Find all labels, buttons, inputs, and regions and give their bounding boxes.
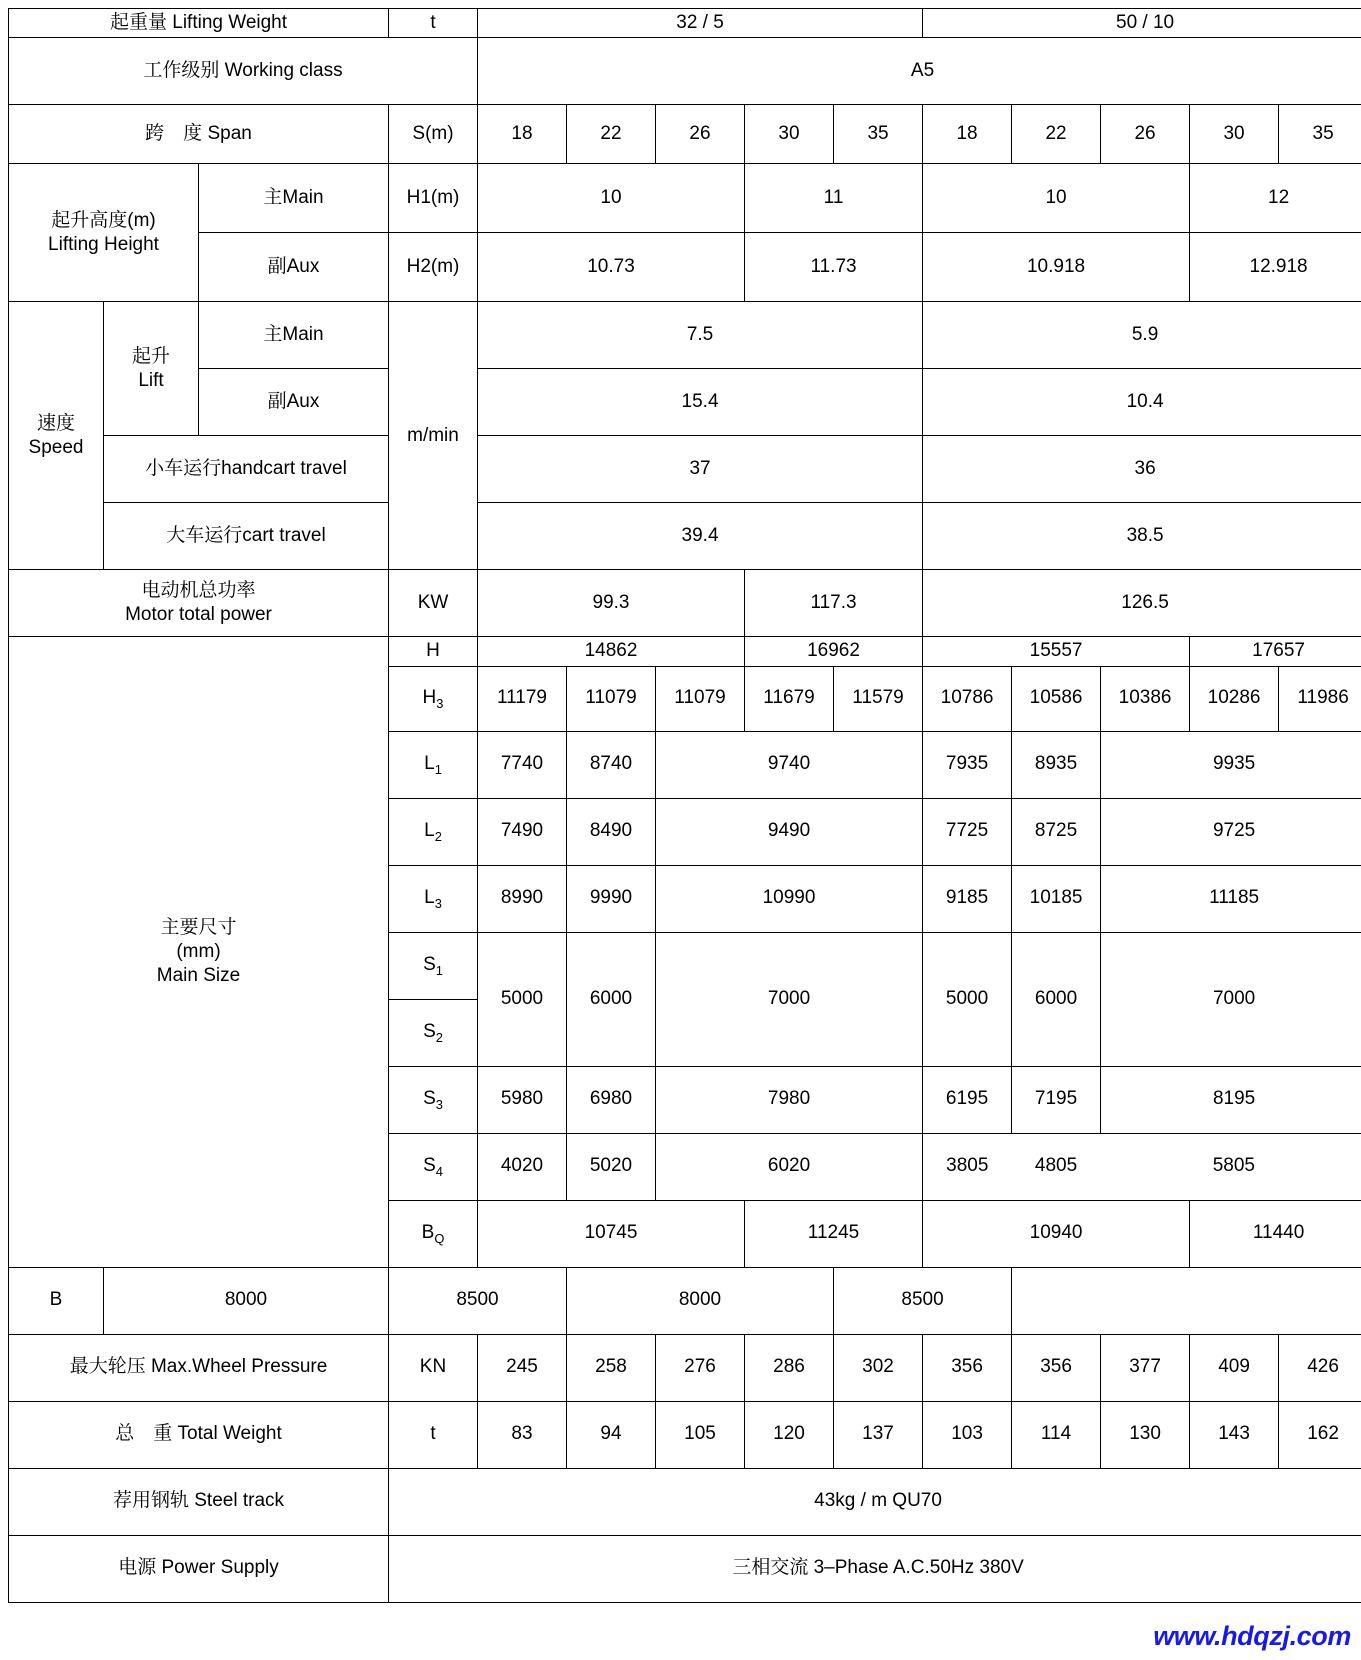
h2-value-3: 10.918 (923, 233, 1190, 302)
speed-handcart-value-1: 37 (478, 436, 923, 503)
h-value-2: 16962 (745, 637, 923, 666)
s3-value-4: 6195 (923, 1066, 1012, 1133)
symbol-b: B (9, 1267, 104, 1334)
main-size-label (9, 637, 389, 1267)
bq-value-3: 10940 (923, 1200, 1190, 1267)
row-total-weight (9, 1401, 1361, 1468)
l3-value-6: 11185 (1101, 865, 1361, 932)
symbol-s2 (389, 999, 478, 1066)
row-lifting-weight (9, 9, 1361, 38)
h-value-3: 15557 (923, 637, 1190, 666)
speed-cart-value-2: 38.5 (923, 503, 1361, 570)
wheel-pressure-value-6: 356 (923, 1334, 1012, 1401)
row-speed-handcart (9, 436, 1361, 503)
span-unit: S(m) (389, 105, 478, 164)
s12-value-5: 6000 (1012, 932, 1101, 1066)
l2-value-5: 8725 (1012, 798, 1101, 865)
span-value-1: 18 (478, 105, 567, 164)
l2-value-2: 8490 (567, 798, 656, 865)
l1-value-4: 7935 (923, 731, 1012, 798)
l1-value-1: 7740 (478, 731, 567, 798)
s4-value-6: 5805 (1101, 1133, 1361, 1200)
symbol-l1 (389, 731, 478, 798)
lifting-height-label (9, 164, 199, 302)
total-weight-value-1: 83 (478, 1401, 567, 1468)
l3-value-5: 10185 (1012, 865, 1101, 932)
motor-power-label (9, 570, 389, 637)
h2-value-4: 12.918 (1190, 233, 1361, 302)
lifting-weight-value-2: 50 / 10 (923, 9, 1361, 38)
wheel-pressure-value-1: 245 (478, 1334, 567, 1401)
s3-value-1: 5980 (478, 1066, 567, 1133)
l3-value-4: 9185 (923, 865, 1012, 932)
symbol-l2-base: L (424, 820, 435, 842)
symbol-bq-sub: Q (434, 1231, 445, 1247)
symbol-bq-base: B (421, 1222, 435, 1244)
steel-track-label: 荐用钢轨 Steel track (9, 1468, 389, 1535)
speed-cart-value-1: 39.4 (478, 503, 923, 570)
speed-lift-label-en: Lift (138, 369, 164, 391)
h3-value-5: 11579 (834, 666, 923, 731)
speed-label-cn: 速度 (36, 412, 75, 434)
span-value-5: 35 (834, 105, 923, 164)
l2-value-3: 9490 (656, 798, 923, 865)
symbol-s1-sub: 1 (435, 963, 443, 979)
h1-value-3: 10 (923, 164, 1190, 233)
symbol-h3-base: H (422, 687, 437, 709)
symbol-s4-base: S (423, 1155, 436, 1177)
main-size-label-cn: 主要尺寸 (160, 916, 237, 938)
row-speed-cart (9, 503, 1361, 570)
symbol-l3 (389, 865, 478, 932)
speed-cart-label: 大车运行cart travel (104, 503, 389, 570)
bq-value-4: 11440 (1190, 1200, 1361, 1267)
total-weight-value-3: 105 (656, 1401, 745, 1468)
working-class-value: A5 (478, 38, 1361, 105)
span-value-7: 22 (1012, 105, 1101, 164)
lifting-weight-unit: t (389, 9, 478, 38)
row-main-size-h (9, 637, 1361, 666)
h3-value-10: 11986 (1279, 666, 1361, 731)
speed-aux-label: 副Aux (199, 369, 389, 436)
s12-value-4: 5000 (923, 932, 1012, 1066)
wheel-pressure-value-3: 276 (656, 1334, 745, 1401)
s3-value-2: 6980 (567, 1066, 656, 1133)
symbol-s2-sub: 2 (435, 1030, 443, 1046)
motor-power-value-3: 126.5 (923, 570, 1361, 637)
symbol-l1-sub: 1 (434, 762, 442, 778)
symbol-l3-sub: 3 (434, 896, 442, 912)
row-working-class (9, 38, 1361, 105)
total-weight-value-8: 130 (1101, 1401, 1190, 1468)
motor-power-value-1: 99.3 (478, 570, 745, 637)
b-value-3: 8000 (567, 1267, 834, 1334)
speed-lift-label-cn: 起升 (131, 345, 170, 367)
total-weight-value-2: 94 (567, 1401, 656, 1468)
lifting-height-label-cn: 起升高度(m) (51, 209, 156, 231)
lifting-height-label-en: Lifting Height (48, 233, 159, 255)
speed-main-label: 主Main (199, 302, 389, 369)
symbol-s1-base: S (423, 954, 436, 976)
l1-value-2: 8740 (567, 731, 656, 798)
total-weight-value-7: 114 (1012, 1401, 1101, 1468)
s3-value-6: 8195 (1101, 1066, 1361, 1133)
symbol-bq (389, 1200, 478, 1267)
span-value-2: 22 (567, 105, 656, 164)
symbol-h: H (389, 637, 478, 666)
symbol-s4-sub: 4 (435, 1164, 443, 1180)
span-value-8: 26 (1101, 105, 1190, 164)
bq-value-2: 11245 (745, 1200, 923, 1267)
l1-value-6: 9935 (1101, 731, 1361, 798)
total-weight-label: 总 重 Total Weight (9, 1401, 389, 1468)
symbol-s2-base: S (423, 1021, 436, 1043)
symbol-h3 (389, 666, 478, 731)
symbol-l1-base: L (424, 753, 435, 775)
row-speed-lift-aux (9, 369, 1361, 436)
s4-value-2: 5020 (567, 1133, 656, 1200)
speed-label (9, 302, 104, 570)
crane-specification-table (8, 8, 1361, 1603)
speed-label-en: Speed (28, 436, 84, 458)
lifting-height-h1-unit: H1(m) (389, 164, 478, 233)
h-value-4: 17657 (1190, 637, 1361, 666)
h3-value-8: 10386 (1101, 666, 1190, 731)
lifting-weight-label: 起重量 Lifting Weight (9, 9, 389, 38)
l3-value-2: 9990 (567, 865, 656, 932)
s4-value-3: 6020 (656, 1133, 923, 1200)
span-value-6: 18 (923, 105, 1012, 164)
row-span (9, 105, 1361, 164)
total-weight-value-6: 103 (923, 1401, 1012, 1468)
h3-value-9: 10286 (1190, 666, 1279, 731)
speed-aux-value-2: 10.4 (923, 369, 1361, 436)
l2-value-6: 9725 (1101, 798, 1361, 865)
s3-value-5: 7195 (1012, 1066, 1101, 1133)
h3-value-3: 11079 (656, 666, 745, 731)
row-lifting-height-aux (9, 233, 1361, 302)
wheel-pressure-label: 最大轮压 Max.Wheel Pressure (9, 1334, 389, 1401)
span-label: 跨 度 Span (9, 105, 389, 164)
s4-value-5: 4805 (1012, 1133, 1101, 1200)
h2-value-1: 10.73 (478, 233, 745, 302)
speed-main-value-1: 7.5 (478, 302, 923, 369)
s4-value-4: 3805 (923, 1133, 1012, 1200)
wheel-pressure-value-4: 286 (745, 1334, 834, 1401)
span-value-3: 26 (656, 105, 745, 164)
power-supply-value: 三相交流 3–Phase A.C.50Hz 380V (389, 1535, 1361, 1602)
s3-value-3: 7980 (656, 1066, 923, 1133)
speed-lift-label (104, 302, 199, 436)
symbol-l3-base: L (424, 887, 435, 909)
l2-value-1: 7490 (478, 798, 567, 865)
website-watermark: www.hdqzj.com (1153, 1621, 1351, 1651)
h3-value-6: 10786 (923, 666, 1012, 731)
lifting-weight-value-1: 32 / 5 (478, 9, 923, 38)
h3-value-4: 11679 (745, 666, 834, 731)
steel-track-value: 43kg / m QU70 (389, 1468, 1361, 1535)
symbol-h3-sub: 3 (436, 696, 444, 712)
l2-value-4: 7725 (923, 798, 1012, 865)
row-motor-power (9, 570, 1361, 637)
l1-value-5: 8935 (1012, 731, 1101, 798)
main-size-label-unit: (mm) (176, 940, 221, 962)
speed-handcart-value-2: 36 (923, 436, 1361, 503)
row-speed-lift-main (9, 302, 1361, 369)
working-class-label: 工作级别 Working class (9, 38, 478, 105)
symbol-s3 (389, 1066, 478, 1133)
wheel-pressure-value-10: 426 (1279, 1334, 1361, 1401)
speed-unit: m/min (389, 302, 478, 570)
b-value-2: 8500 (389, 1267, 567, 1334)
l1-value-3: 9740 (656, 731, 923, 798)
row-lifting-height-main (9, 164, 1361, 233)
motor-power-unit: KW (389, 570, 478, 637)
wheel-pressure-value-5: 302 (834, 1334, 923, 1401)
lifting-height-aux-label: 副Aux (199, 233, 389, 302)
row-power-supply (9, 1535, 1361, 1602)
speed-aux-value-1: 15.4 (478, 369, 923, 436)
s12-value-1: 5000 (478, 932, 567, 1066)
motor-power-label-cn: 电动机总功率 (141, 580, 256, 601)
symbol-l2 (389, 798, 478, 865)
s12-value-3: 7000 (656, 932, 923, 1066)
symbol-l2-sub: 2 (434, 829, 442, 845)
h1-value-4: 12 (1190, 164, 1361, 233)
h3-value-2: 11079 (567, 666, 656, 731)
lifting-height-main-label: 主Main (199, 164, 389, 233)
motor-power-value-2: 117.3 (745, 570, 923, 637)
bq-value-1: 10745 (478, 1200, 745, 1267)
wheel-pressure-value-8: 377 (1101, 1334, 1190, 1401)
total-weight-unit: t (389, 1401, 478, 1468)
speed-main-value-2: 5.9 (923, 302, 1361, 369)
h1-value-2: 11 (745, 164, 923, 233)
row-wheel-pressure (9, 1334, 1361, 1401)
wheel-pressure-value-9: 409 (1190, 1334, 1279, 1401)
main-size-label-en: Main Size (156, 965, 241, 987)
b-value-4: 8500 (834, 1267, 1012, 1334)
speed-handcart-label: 小车运行handcart travel (104, 436, 389, 503)
h3-value-7: 10586 (1012, 666, 1101, 731)
b-value-1: 8000 (104, 1267, 389, 1334)
h3-value-1: 11179 (478, 666, 567, 731)
span-value-9: 30 (1190, 105, 1279, 164)
power-supply-label: 电源 Power Supply (9, 1535, 389, 1602)
lifting-height-h2-unit: H2(m) (389, 233, 478, 302)
s12-value-6: 7000 (1101, 932, 1361, 1066)
l3-value-3: 10990 (656, 865, 923, 932)
row-steel-track (9, 1468, 1361, 1535)
wheel-pressure-unit: KN (389, 1334, 478, 1401)
span-value-10: 35 (1279, 105, 1361, 164)
wheel-pressure-value-2: 258 (567, 1334, 656, 1401)
span-value-4: 30 (745, 105, 834, 164)
symbol-s3-base: S (423, 1088, 436, 1110)
motor-power-label-en: Motor total power (125, 604, 272, 626)
h-value-1: 14862 (478, 637, 745, 666)
symbol-s1 (389, 932, 478, 999)
row-main-size-b (9, 1267, 1361, 1334)
h1-value-1: 10 (478, 164, 745, 233)
total-weight-value-10: 162 (1279, 1401, 1361, 1468)
symbol-s3-sub: 3 (435, 1097, 443, 1113)
s4-value-1: 4020 (478, 1133, 567, 1200)
symbol-s4 (389, 1133, 478, 1200)
total-weight-value-9: 143 (1190, 1401, 1279, 1468)
total-weight-value-4: 120 (745, 1401, 834, 1468)
total-weight-value-5: 137 (834, 1401, 923, 1468)
s12-value-2: 6000 (567, 932, 656, 1066)
l3-value-1: 8990 (478, 865, 567, 932)
wheel-pressure-value-7: 356 (1012, 1334, 1101, 1401)
h2-value-2: 11.73 (745, 233, 923, 302)
